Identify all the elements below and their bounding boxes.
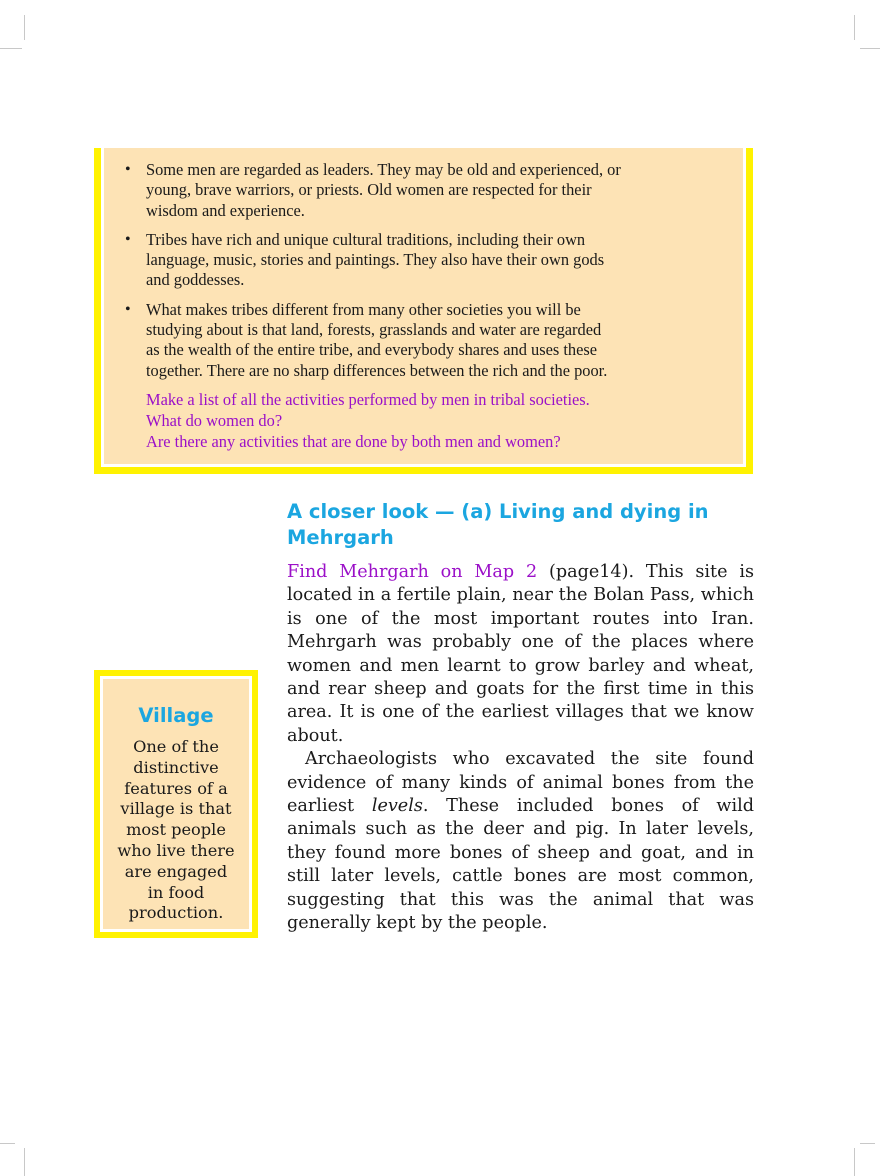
village-definition — [103, 737, 249, 924]
bullet-icon: • — [125, 230, 131, 248]
bullet-icon: • — [125, 300, 131, 318]
definition-line: in food — [147, 882, 205, 902]
definition-line: production. — [128, 903, 224, 923]
bullet-line: young, brave warriors, or priests. Old women are respected for their — [146, 180, 592, 200]
bullet-line: wisdom and experience. — [146, 200, 305, 220]
village-definition-box — [94, 670, 258, 938]
bullet-line: What makes tribes different from many other societies you will be — [146, 299, 581, 319]
paragraph-1 — [287, 561, 754, 748]
definition-line: who live there — [117, 840, 235, 860]
question-line: What do women do? — [146, 411, 283, 430]
paragraph-text: Archaeologists who excavated the site found evidence of many kinds of animal bones from the earliest — [287, 749, 754, 817]
definition-line: distinctive — [133, 757, 219, 777]
bullet-icon: • — [125, 161, 131, 178]
definition-line: most people — [126, 820, 226, 840]
bullet-line: Some men are regarded as leaders. They may be old and experienced, or — [146, 160, 621, 179]
tribe-bullet-list — [123, 160, 723, 390]
bullet-item — [123, 160, 723, 221]
crop-mark — [24, 15, 25, 40]
crop-mark — [0, 48, 22, 49]
heading-line: A closer look — (a) Living and dying in — [287, 500, 709, 523]
body-text — [287, 561, 754, 936]
bullet-line: language, music, stories and paintings. They also have their own gods — [146, 250, 605, 270]
bullet-line: Tribes have rich and unique cultural traditions, including their own — [146, 229, 586, 249]
bullet-line: and goddesses. — [146, 270, 245, 290]
bullet-line: studying about is that land, forests, grasslands and water are regarded — [146, 320, 602, 340]
crop-mark — [860, 48, 880, 49]
italic-term: levels — [371, 796, 423, 817]
village-title: Village — [138, 704, 214, 727]
paragraph-2 — [287, 748, 754, 935]
tribe-info-box — [94, 148, 753, 474]
definition-line: village is that — [120, 799, 232, 819]
section-heading — [287, 499, 757, 551]
map-reference-link[interactable]: Find Mehrgarh on Map 2 — [287, 562, 538, 582]
paragraph-text: (page14). This site is located in a fertile plain, near the Bolan Pass, which is one of the most important routes into Iran. Mehrgarh was probably one of the places where women and men learnt to grow barley and wheat, and rear sheep and goats for the first time in this area. It is one of the earliest villages that we know about. — [287, 562, 754, 746]
bullet-line: together. There are no sharp differences between the rich and the poor. — [146, 360, 608, 380]
paragraph-text: . These included bones of wild animals such as the deer and pig. In later levels, they found more bones of sheep and goat, and in still later levels, cattle bones are most common, suggesting that this was the animal that was generally kept by the people. — [287, 796, 754, 934]
crop-mark — [854, 1148, 855, 1176]
crop-mark — [0, 1143, 15, 1144]
bullet-item — [123, 300, 723, 381]
heading-line: Mehrgarh — [287, 526, 394, 549]
activity-questions — [146, 389, 746, 452]
box-content — [104, 148, 743, 464]
crop-mark — [860, 1143, 875, 1144]
definition-line: are engaged — [124, 861, 228, 881]
definition-line: features of a — [124, 778, 228, 798]
crop-mark — [24, 1148, 25, 1176]
question-line: Are there any activities that are done by both men and women? — [146, 432, 561, 451]
bullet-item — [123, 230, 723, 291]
question-line: Make a list of all the activities performed by men in tribal societies. — [146, 390, 590, 409]
crop-mark — [854, 15, 855, 40]
definition-line: One of the — [133, 737, 219, 756]
bullet-line: as the wealth of the entire tribe, and everybody shares and uses these — [146, 340, 598, 360]
box-inner-border — [101, 148, 746, 467]
box-content — [103, 679, 249, 929]
